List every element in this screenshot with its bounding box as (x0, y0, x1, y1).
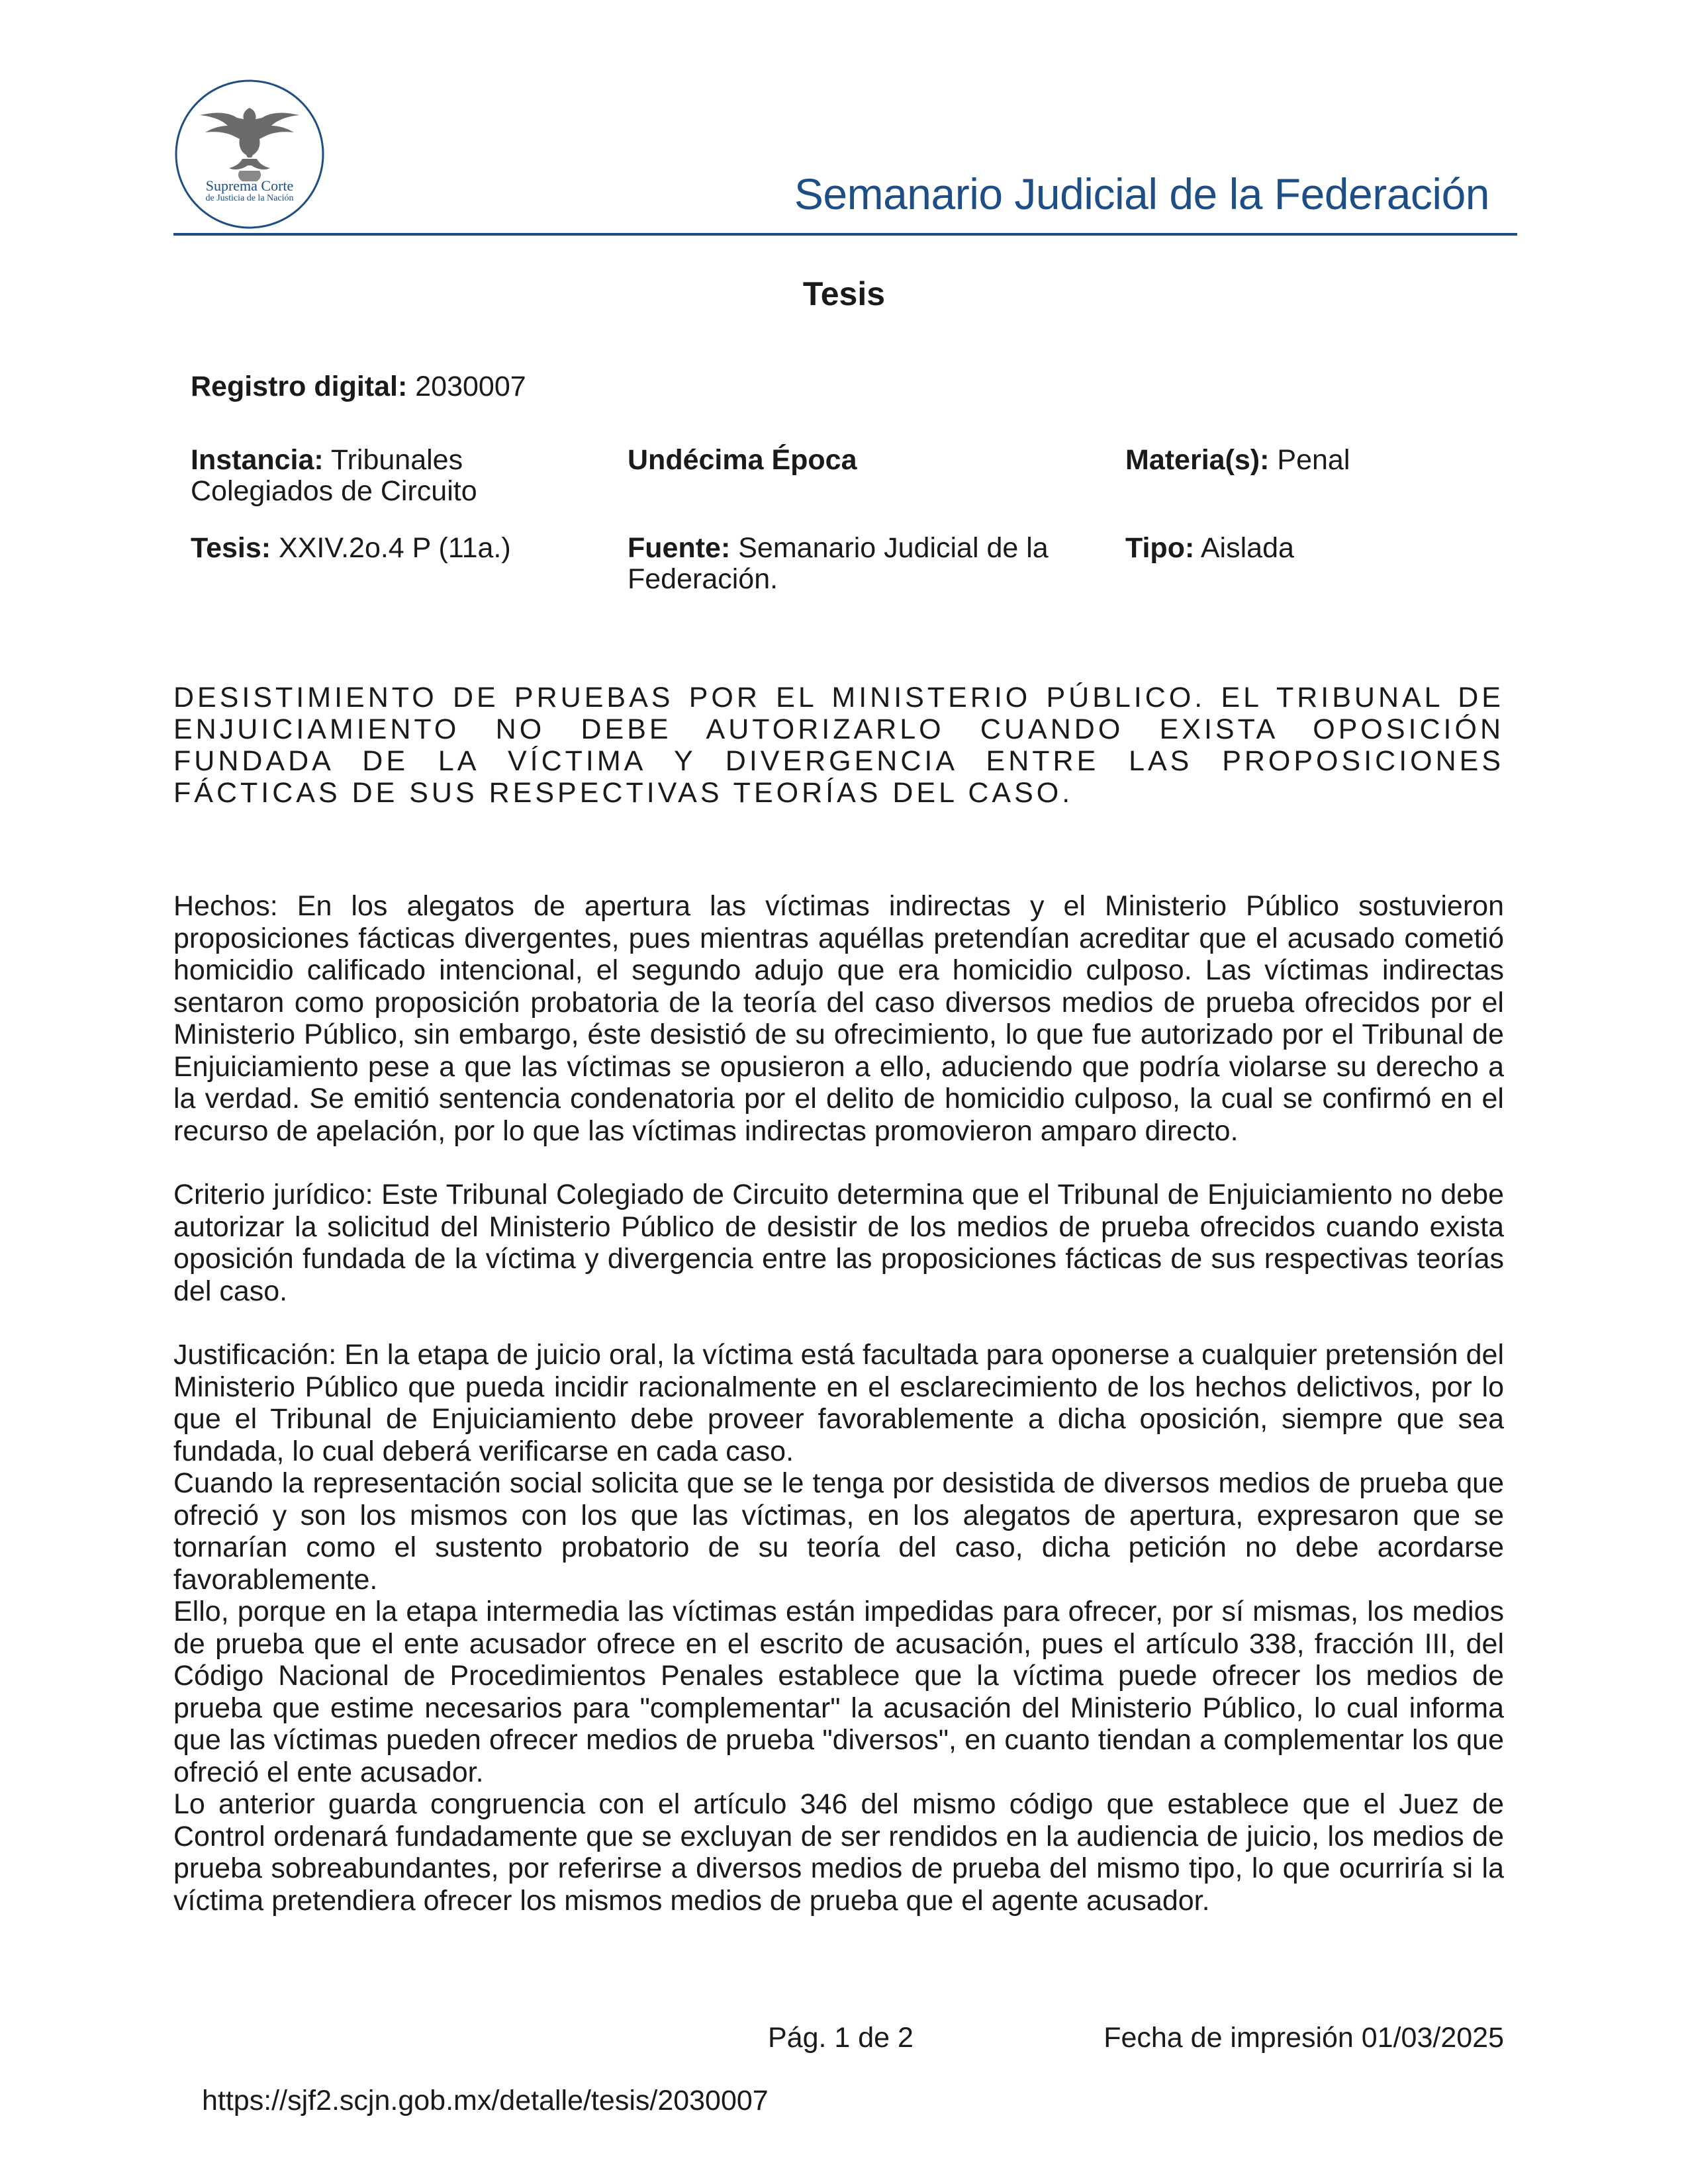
paragraph-hechos: Hechos: En los alegatos de apertura las víctimas indirectas y el Ministerio Público sostuvieron proposiciones fácticas divergentes, pues mientras aquéllas pretendían acreditar que el acusado cometió homicidio calificado intencional, el segundo adujo que era homicidio culposo. Las víctimas indirectas sentaron como proposición probatoria de la teoría del caso diversos medios de prueba ofrecidos por el Ministerio Público, sin embargo, éste desistió de su ofrecimiento, lo que fue autorizado por el Tribunal de Enjuiciamiento pese a que las víctimas se opusieron a ello, aduciendo que podría violarse su derecho a la verdad. Se emitió sentencia condenatoria por el delito de homicidio culposo, la cual se confirmó en el recurso de apelación, por lo que las víctimas indirectas promovieron amparo directo. (173, 890, 1504, 1147)
eagle-seal-icon (173, 78, 326, 230)
epoca-field (628, 445, 1091, 476)
tipo-field (1125, 533, 1523, 564)
materia-field (1125, 445, 1523, 476)
paragraph-justificacion-2: Cuando la representación social solicita que se le tenga por desistida de diversos medios de prueba que ofreció y son los mismos con los que las víctimas, en los alegatos de apertura, expresaron que se tornarían como el sustento probatorio de su teoría del caso, dicha petición no debe acordarse favorablemente. (173, 1467, 1504, 1596)
tipo-value: Aislada (1200, 532, 1294, 564)
tesis-field (191, 533, 561, 564)
registro-label: Registro digital: (191, 371, 408, 402)
epoca-label: Undécima Época (628, 444, 857, 476)
instancia-value: Tribunales Colegiados de Circuito (191, 444, 477, 507)
paragraph-justificacion: Justificación: En la etapa de juicio oral, la víctima está facultada para oponerse a cualquier pretensión del Ministerio Público que pueda incidir racionalmente en el esclarecimiento de los hechos delictivos, por lo que el Tribunal de Enjuiciamiento debe proveer favorablemente a dicha oposición, siempre que sea fundada, lo cual deberá verificarse en cada caso. (173, 1339, 1504, 1467)
publication-title: Semanario Judicial de la Federación (794, 169, 1489, 218)
print-date: Fecha de impresión 01/03/2025 (1103, 2022, 1504, 2054)
materia-value: Penal (1277, 444, 1350, 476)
paragraph-criterio: Criterio jurídico: Este Tribunal Colegiado de Circuito determina que el Tribunal de Enjuiciamiento no debe autorizar la solicitud del Ministerio Público de desistir de los medios de prueba ofrecidos cuando exista oposición fundada de la víctima y divergencia entre las proposiciones fácticas de sus respectivas teorías del caso. (173, 1179, 1504, 1307)
source-url[interactable]: https://sjf2.scjn.gob.mx/detalle/tesis/2030007 (202, 2085, 769, 2116)
tesis-label: Tesis: (191, 532, 271, 564)
thesis-body (173, 890, 1504, 1917)
instancia-label: Instancia: (191, 444, 324, 476)
tipo-label: Tipo: (1125, 532, 1195, 564)
scjn-logo (173, 78, 326, 230)
thesis-title: DESISTIMIENTO DE PRUEBAS POR EL MINISTERIO PÚBLICO. EL TRIBUNAL DE ENJUICIAMIENTO NO DEBE AUTORIZARLO CUANDO EXISTA OPOSICIÓN FUNDADA DE LA VÍCTIMA Y DIVERGENCIA ENTRE LAS PROPOSICIONES FÁCTICAS DE SUS RESPECTIVAS TEORÍAS DEL CASO. (173, 682, 1504, 809)
tesis-value: XXIV.2o.4 P (11a.) (279, 532, 511, 564)
fuente-field (628, 533, 1091, 595)
registro-value: 2030007 (415, 371, 526, 402)
paragraph-justificacion-3: Ello, porque en la etapa intermedia las víctimas están impedidas para ofrecer, por sí mismas, los medios de prueba que el ente acusador ofrece en el escrito de acusación, pues el artículo 338, fracción III, del Código Nacional de Procedimientos Penales establece que la víctima puede ofrecer los medios de prueba que estime necesarios para "complementar" la acusación del Ministerio Público, lo cual informa que las víctimas pueden ofrecer medios de prueba "diversos", en cuanto tiendan a complementar los que ofreció el ente acusador. (173, 1596, 1504, 1788)
document-type-heading: Tesis (802, 275, 886, 312)
header-divider (173, 233, 1517, 236)
fuente-label: Fuente: (628, 532, 731, 564)
logo-text-line1: Suprema Corte (205, 177, 294, 194)
page-number: Pág. 1 de 2 (768, 2022, 914, 2054)
logo-text-line2: de Justicia de la Nación (205, 193, 294, 203)
instancia-field (191, 445, 561, 507)
fuente-value: Semanario Judicial de la Federación. (628, 532, 1049, 595)
registro-digital (191, 371, 526, 403)
materia-label: Materia(s): (1125, 444, 1270, 476)
paragraph-justificacion-4: Lo anterior guarda congruencia con el artículo 346 del mismo código que establece que el Juez de Control ordenará fundadamente que se excluyan de ser rendidos en la audiencia de juicio, los medios de prueba sobreabundantes, por referirse a diversos medios de prueba del mismo tipo, lo que ocurriría si la víctima pretendiera ofrecer los mismos medios de prueba que el agente acusador. (173, 1788, 1504, 1917)
